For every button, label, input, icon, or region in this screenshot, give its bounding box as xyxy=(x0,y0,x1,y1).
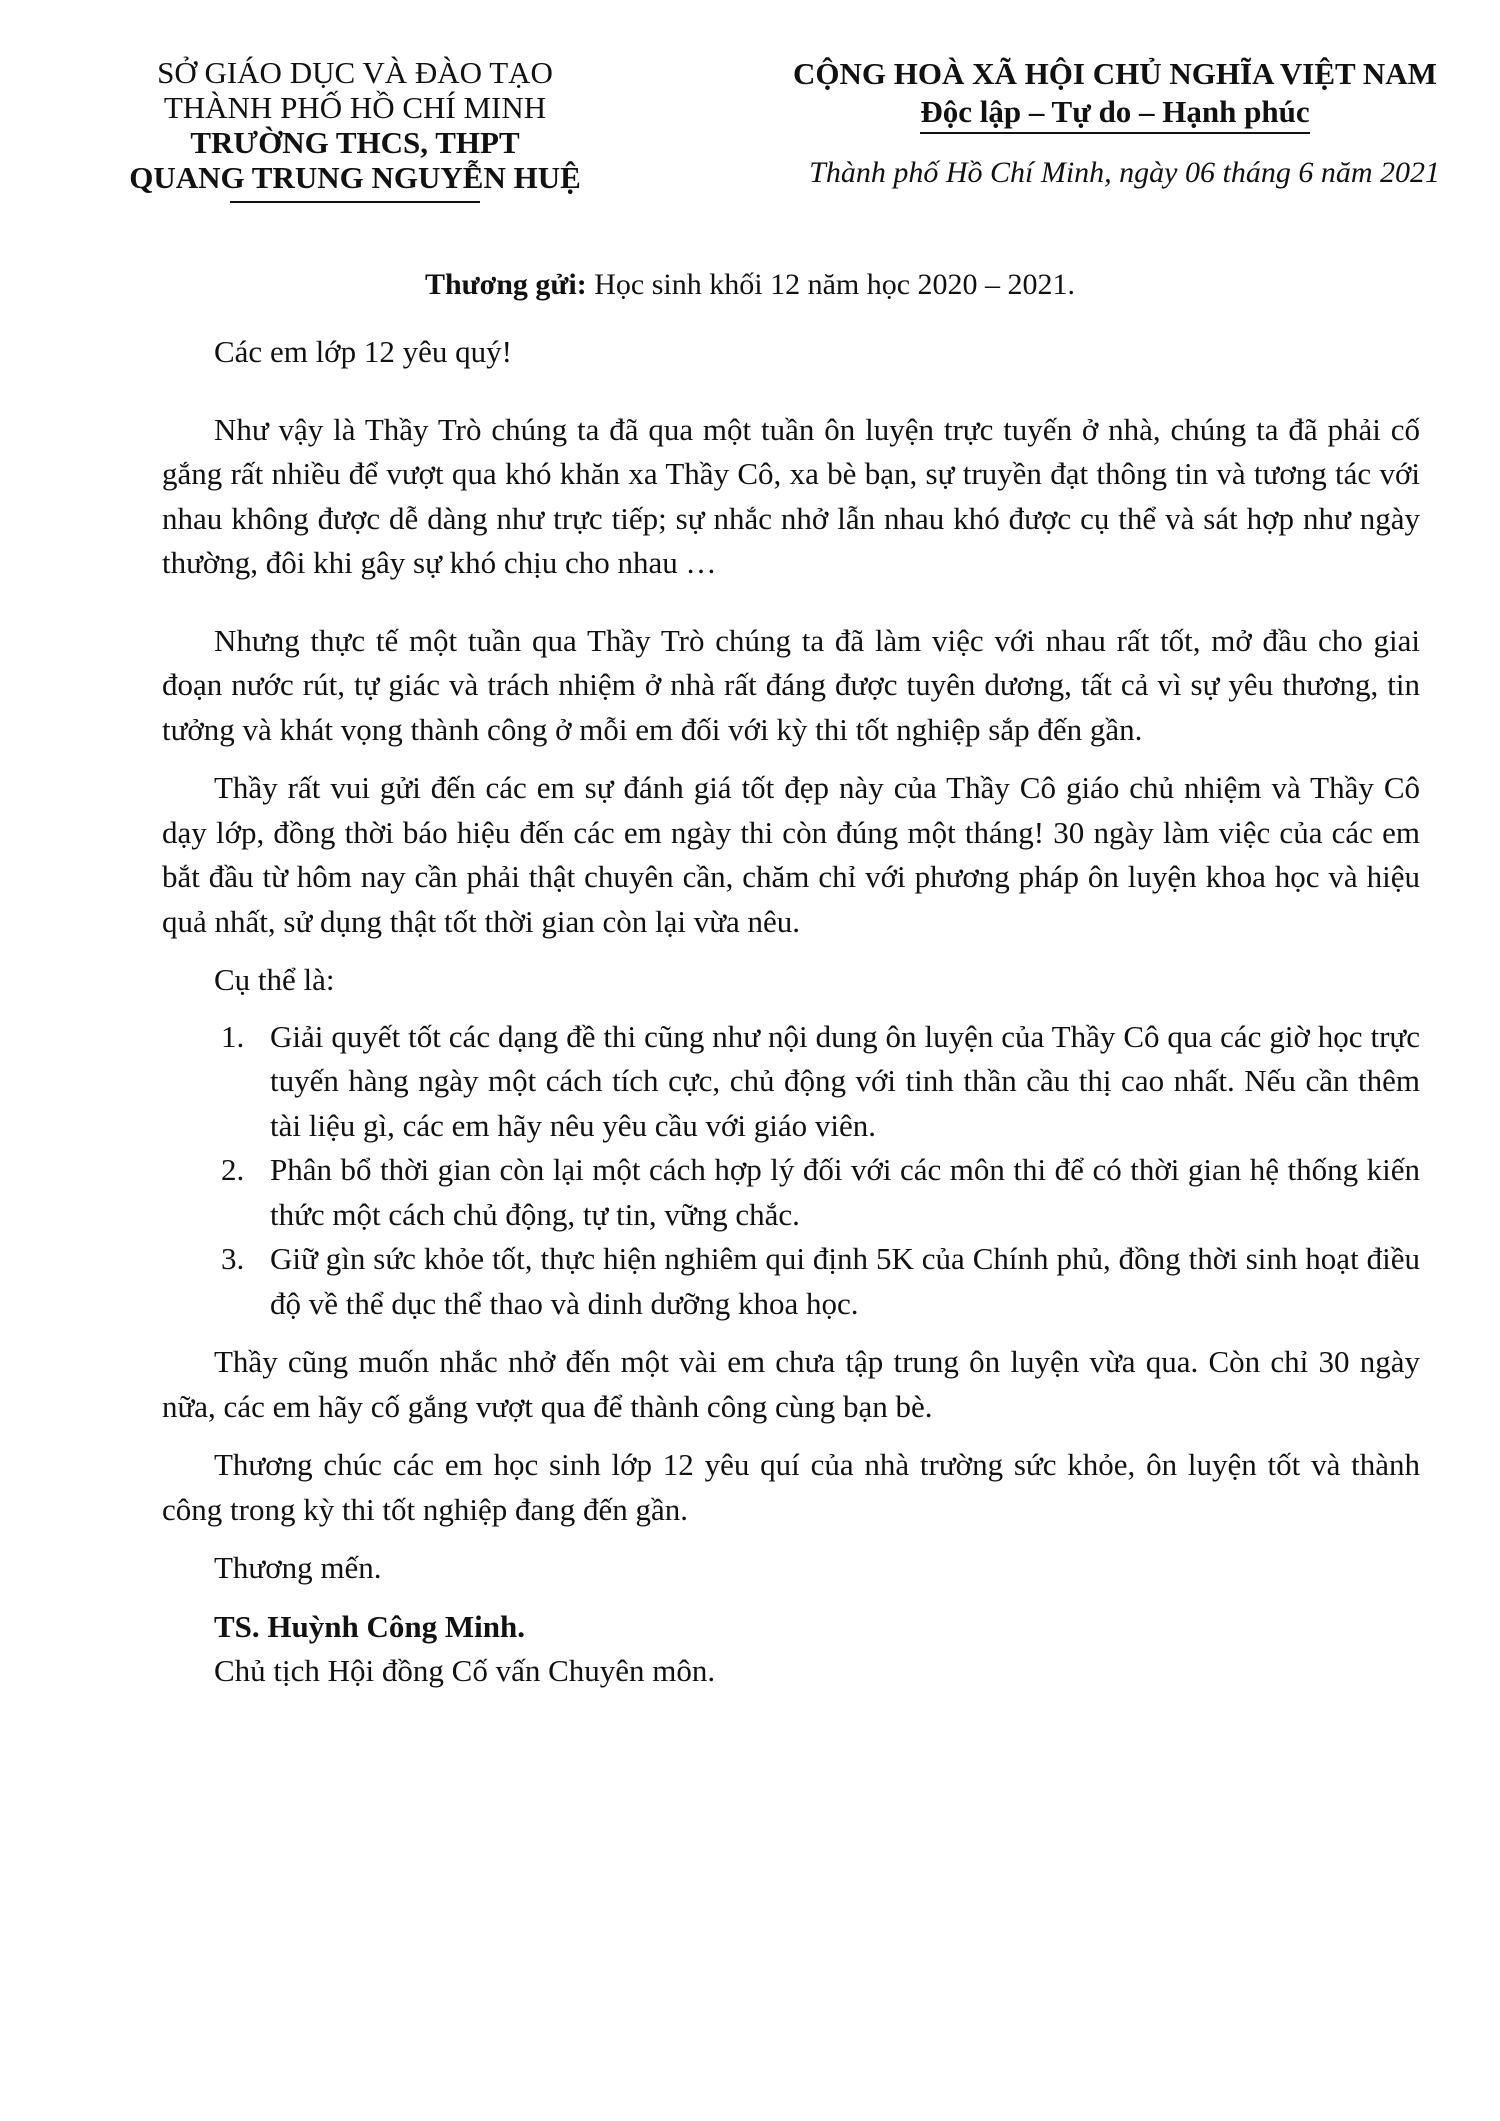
list-text: Giải quyết tốt các dạng đề thi cũng như nội dung ôn luyện của Thầy Cô qua các giờ học trực tuyến hàng ngày một cách tích cực, chủ động với tinh thần cầu thị cao nhất. Nếu cần thêm tài liệu gì, các em hãy nêu yêu cầu với giáo viên. xyxy=(270,1018,1420,1143)
list-number: 1. xyxy=(221,1018,245,1054)
school-name: QUANG TRUNG NGUYỄN HUỆ xyxy=(129,160,581,195)
signer-name: TS. Huỳnh Công Minh. xyxy=(214,1608,525,1644)
list-text: Giữ gìn sức khỏe tốt, thực hiện nghiêm qui định 5K của Chính phủ, đồng thời sinh hoạt điều độ về thể dục thể thao và dinh dưỡng khoa học. xyxy=(270,1241,1420,1321)
paragraph-intro-list: Cụ thể là: xyxy=(214,962,335,997)
list-item xyxy=(162,1148,1420,1237)
department-name: SỞ GIÁO DỤC VÀ ĐÀO TẠO xyxy=(157,55,553,90)
paragraph: Nhưng thực tế một tuần qua Thầy Trò chúng ta đã làm việc với nhau rất tốt, mở đầu cho giai đoạn nước rút, tự giác và trách nhiệm ở nhà rất đáng được tuyên dương, tất cả vì sự yêu thương, tin tưởng và khát vọng thành công ở mỗi em đối với kỳ thi tốt nghiệp sắp đến gần. xyxy=(162,622,1420,747)
date-line: Thành phố Hồ Chí Minh, ngày 06 tháng 6 năm 2021 xyxy=(809,156,1440,189)
list-number: 3. xyxy=(221,1241,245,1276)
paragraph: Thầy rất vui gửi đến các em sự đánh giá tốt đẹp này của Thầy Cô giáo chủ nhiệm và Thầy Cô dạy lớp, đồng thời báo hiệu đến các em ngày thi còn đúng một tháng! 30 ngày làm việc của các em bắt đầu từ hôm nay cần phải thật chuyên cần, chăm chỉ với phương pháp ôn luyện khoa học và hiệu quả nhất, sử dụng thật tốt thời gian còn lại vừa nêu. xyxy=(162,770,1420,939)
school-type: TRƯỜNG THCS, THPT xyxy=(190,125,520,160)
paragraph: Như vậy là Thầy Trò chúng ta đã qua một tuần ôn luyện trực tuyến ở nhà, chúng ta đã phải cố gắng rất nhiều để vượt qua khó khăn xa Thầy Cô, xa bè bạn, sự truyền đạt thông tin và tương tác với nhau không được dễ dàng như trực tiếp; sự nhắc nhở lẫn nhau khó được cụ thể và sát hợp như ngày thường, đôi khi gây sự khó chịu cho nhau … xyxy=(162,411,1420,580)
school-header xyxy=(120,55,590,203)
recipient-label: Thương gửi: xyxy=(424,268,587,301)
header-divider xyxy=(230,201,480,203)
signer-title: Chủ tịch Hội đồng Cố vấn Chuyên môn. xyxy=(214,1653,716,1688)
recipient-text: Học sinh khối 12 năm học 2020 – 2021. xyxy=(586,268,1076,301)
national-motto: Độc lập – Tự do – Hạnh phúc xyxy=(920,93,1309,134)
list-text: Phân bổ thời gian còn lại một cách hợp lý đối với các môn thi để có thời gian hệ thống kiến thức một cách chủ động, tự tin, vững chắc. xyxy=(270,1152,1420,1232)
action-list xyxy=(162,1015,1420,1327)
closing: Thương mến. xyxy=(214,1550,382,1585)
paragraph: Thương chúc các em học sinh lớp 12 yêu quí của nhà trường sức khỏe, ôn luyện tốt và thành công trong kỳ thi tốt nghiệp đang đến gần. xyxy=(162,1447,1420,1527)
list-item xyxy=(162,1237,1420,1326)
list-number: 2. xyxy=(221,1152,245,1187)
national-header xyxy=(790,55,1440,134)
recipient-line xyxy=(0,268,1500,302)
nation-name: CỘNG HOÀ XÃ HỘI CHỦ NGHĨA VIỆT NAM xyxy=(793,56,1437,91)
letter-body xyxy=(162,330,1420,1694)
list-item xyxy=(162,1015,1420,1149)
city-name: THÀNH PHỐ HỒ CHÍ MINH xyxy=(163,90,547,125)
greeting: Các em lớp 12 yêu quý! xyxy=(214,334,512,369)
paragraph: Thầy cũng muốn nhắc nhở đến một vài em chưa tập trung ôn luyện vừa qua. Còn chỉ 30 ngày nữa, các em hãy cố gắng vượt qua để thành công cùng bạn bè. xyxy=(162,1344,1420,1424)
